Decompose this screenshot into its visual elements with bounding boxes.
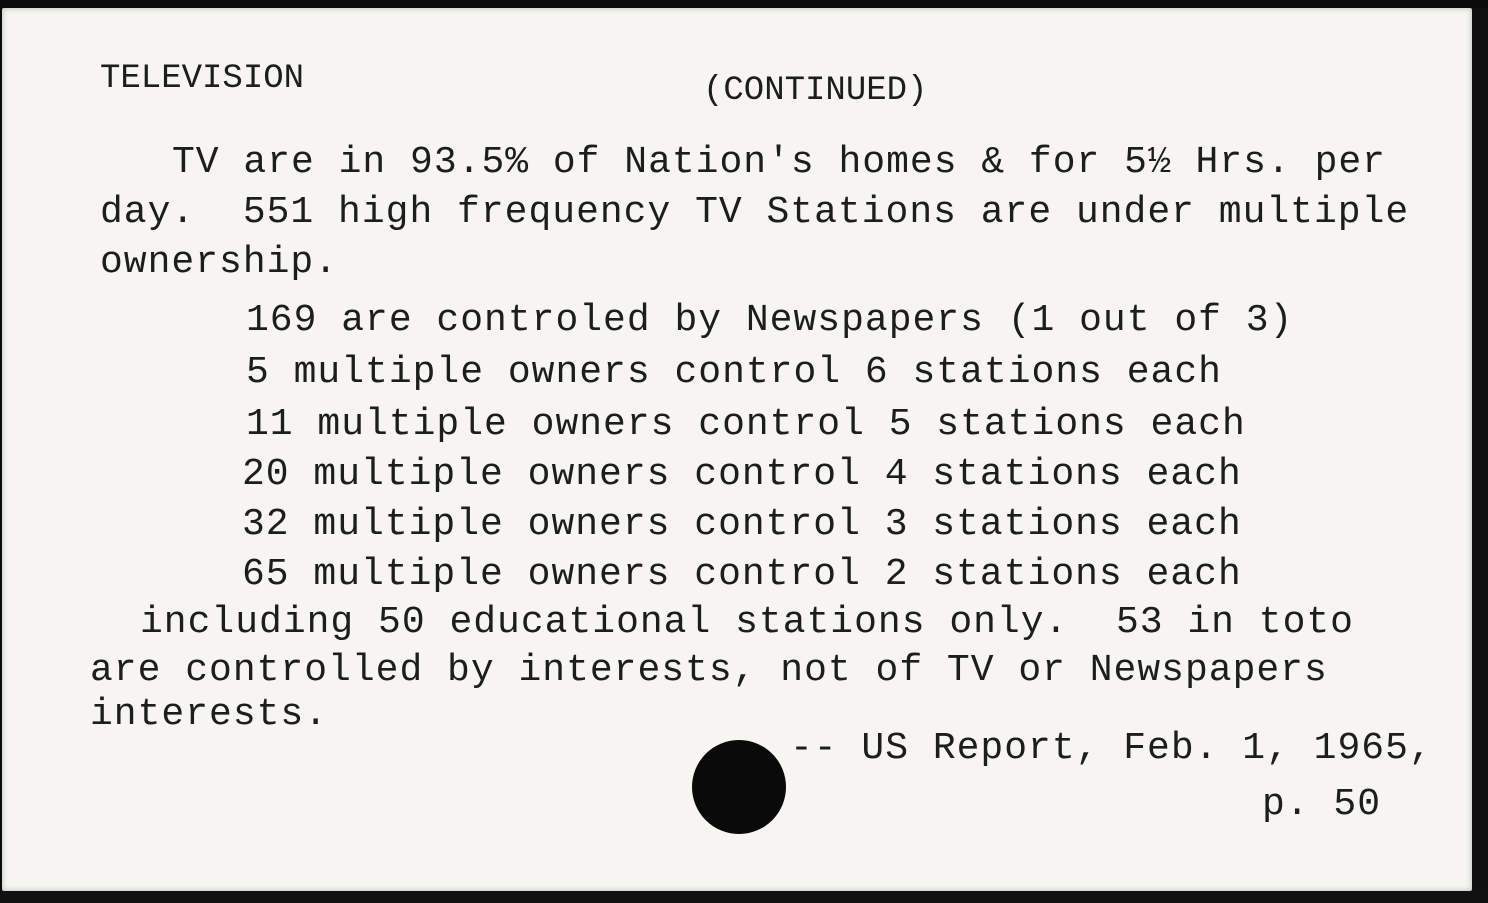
closing-line-2: are controlled by interests, not of TV or Newspapers — [90, 649, 1328, 692]
scan-border-bottom — [0, 891, 1488, 903]
list-line-6: 65 multiple owners control 2 stations each — [242, 553, 1242, 596]
paragraph-line-2: day. 551 high frequency TV Stations are under multiple — [100, 191, 1410, 234]
paragraph-line-1: TV are in 93.5% of Nation's homes & for 5½ Hrs. per — [172, 141, 1386, 184]
punch-hole — [692, 740, 786, 834]
list-line-3: 11 multiple owners control 5 stations each — [246, 403, 1246, 446]
card-heading-note: (CONTINUED) — [703, 72, 928, 110]
closing-line-3: interests. — [90, 693, 329, 736]
paragraph-line-3: ownership. — [100, 241, 339, 284]
citation: -- US Report, Feb. 1, 1965, — [790, 727, 1433, 770]
list-line-2: 5 multiple owners control 6 stations each — [246, 351, 1222, 394]
citation-page: p. 50 — [1262, 783, 1382, 826]
list-line-5: 32 multiple owners control 3 stations each — [242, 503, 1242, 546]
list-line-4: 20 multiple owners control 4 stations each — [242, 453, 1242, 496]
card-heading: TELEVISION — [100, 60, 305, 98]
list-line-1: 169 are controled by Newspapers (1 out of 3) — [246, 299, 1294, 342]
closing-line-1: including 50 educational stations only. 53 in toto — [140, 601, 1354, 644]
scan-border-right — [1472, 8, 1488, 903]
